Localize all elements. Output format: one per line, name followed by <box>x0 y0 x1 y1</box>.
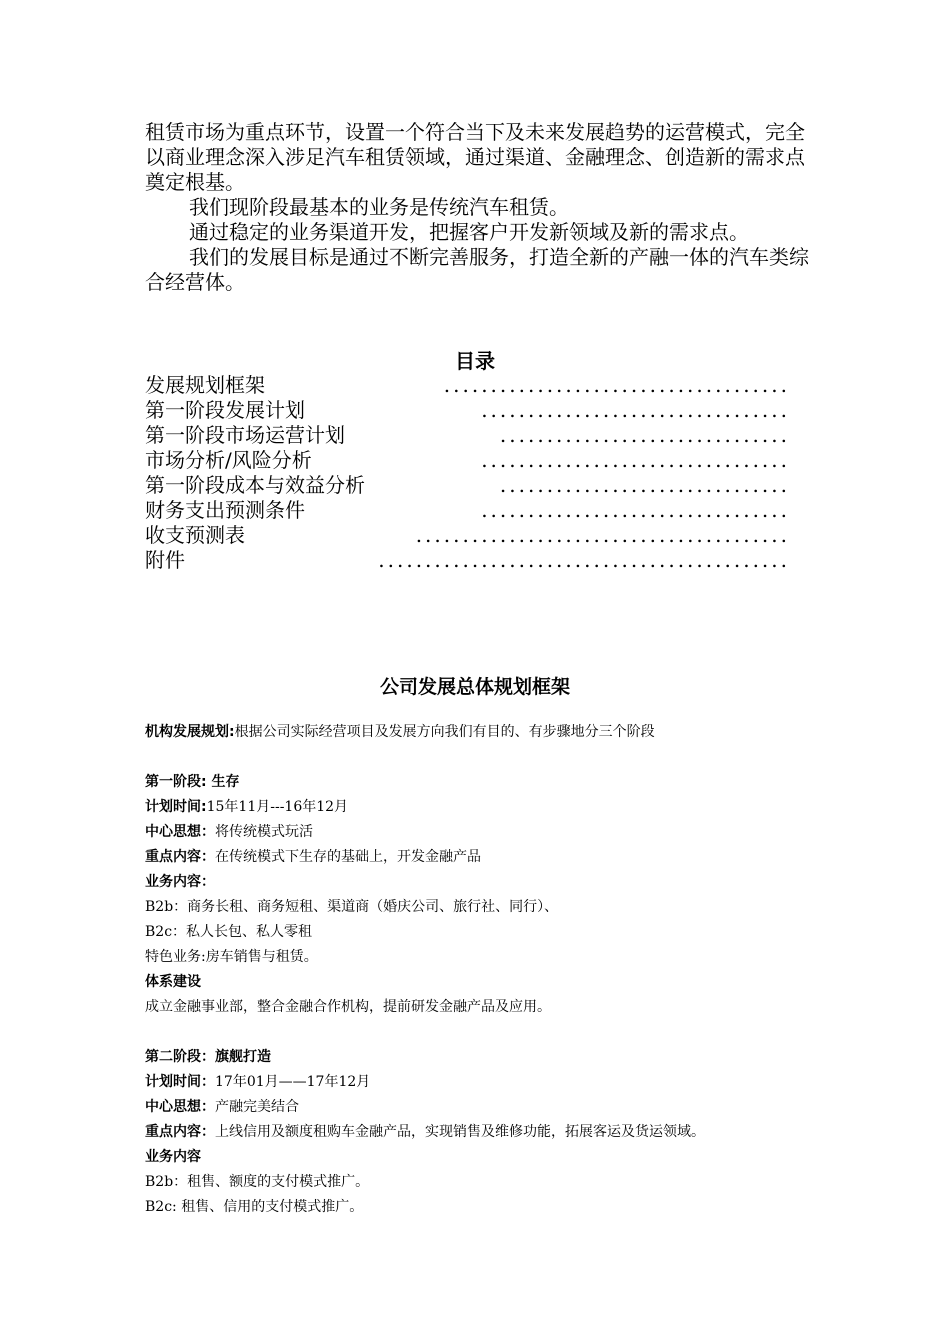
time-value: 17年01月——17年12月 <box>215 1074 371 1090</box>
org-plan-label: 机构发展规划: <box>145 724 235 740</box>
stage1-heading: 第一阶段: 生存 <box>145 774 240 790</box>
stage2-b2b: B2b：租售、额度的支付模式推广。 <box>145 1174 370 1190</box>
toc-entry[interactable] <box>145 523 790 548</box>
toc-entry-label: 收支预测表 <box>145 523 245 547</box>
focus-value: 在传统模式下生存的基础上，开发金融产品 <box>215 849 481 865</box>
toc-leader-dots: ............................... <box>499 473 790 497</box>
intro-paragraph: 租赁市场为重点环节，设置一个符合当下及未来发展趋势的运营模式，完全以商业理念深入涉足汽车租赁领域，通过渠道、金融理念、创造新的需求点奠定根基。 <box>145 120 805 194</box>
focus-label: 重点内容： <box>145 1124 215 1140</box>
org-plan-line <box>145 720 845 745</box>
toc-title: 目录 <box>455 349 495 373</box>
toc-entry[interactable] <box>145 423 790 448</box>
table-of-contents <box>145 373 790 573</box>
spacer <box>145 1020 845 1045</box>
stage2-idea <box>145 1095 845 1120</box>
stage2-b2c: B2c: 租售、信用的支付模式推广。 <box>145 1199 364 1215</box>
focus-label: 重点内容： <box>145 849 215 865</box>
stage2-biz-label: 业务内容 <box>145 1149 201 1165</box>
stage1-time <box>145 795 845 820</box>
stage2-heading: 第二阶段：旗舰打造 <box>145 1049 271 1065</box>
toc-entry[interactable] <box>145 373 790 398</box>
stage2-time <box>145 1070 845 1095</box>
stage1-b2b: B2b：商务长租、商务短租、渠道商（婚庆公司、旅行社、同行）、 <box>145 899 559 915</box>
toc-entry-label: 第一阶段成本与效益分析 <box>145 473 365 497</box>
toc-leader-dots: ................................. <box>481 398 790 422</box>
stage1-system: 成立金融事业部，整合金融合作机构，提前研发金融产品及应用。 <box>145 999 551 1015</box>
framework-body <box>145 720 845 1220</box>
stage1-idea <box>145 820 845 845</box>
toc-entry-label: 市场分析/风险分析 <box>145 448 312 472</box>
toc-entry[interactable] <box>145 398 790 423</box>
toc-entry[interactable] <box>145 498 790 523</box>
time-label: 计划时间: <box>145 799 207 815</box>
toc-leader-dots: ........................................ <box>415 523 790 547</box>
stage1-focus <box>145 845 845 870</box>
intro-section <box>145 120 815 295</box>
toc-entry-label: 第一阶段市场运营计划 <box>145 423 345 447</box>
toc-leader-dots: ............................................ <box>378 548 790 572</box>
spacer <box>145 745 845 770</box>
idea-label: 中心思想： <box>145 824 215 840</box>
intro-paragraph: 我们现阶段最基本的业务是传统汽车租赁。 <box>189 195 569 219</box>
toc-entry[interactable] <box>145 548 790 573</box>
toc-leader-dots: ................................. <box>481 448 790 472</box>
toc-entry[interactable] <box>145 473 790 498</box>
stage1-biz-label: 业务内容： <box>145 874 215 890</box>
org-plan-text: 根据公司实际经营项目及发展方向我们有目的、有步骤地分三个阶段 <box>234 724 655 740</box>
intro-paragraph: 通过稳定的业务渠道开发，把握客户开发新领域及新的需求点。 <box>189 220 749 244</box>
stage1-special: 特色业务:房车销售与租赁。 <box>145 949 318 965</box>
toc-entry[interactable] <box>145 448 790 473</box>
stage1-system-label: 体系建设 <box>145 974 201 990</box>
section-title: 公司发展总体规划框架 <box>379 676 570 698</box>
stage2-focus <box>145 1120 845 1145</box>
toc-leader-dots: ................................. <box>481 498 790 522</box>
toc-leader-dots: ..................................... <box>443 373 790 397</box>
idea-value: 将传统模式玩活 <box>215 824 313 840</box>
stage1-b2c: B2c：私人长包、私人零租 <box>145 924 313 940</box>
idea-label: 中心思想： <box>145 1099 215 1115</box>
time-label: 计划时间： <box>145 1074 215 1090</box>
time-value: 15年11月---16年12月 <box>206 799 349 815</box>
toc-entry-label: 第一阶段发展计划 <box>145 398 305 422</box>
focus-value: 上线信用及额度租购车金融产品，实现销售及维修功能，拓展客运及货运领域。 <box>215 1124 705 1140</box>
toc-entry-label: 发展规划框架 <box>145 373 265 397</box>
toc-entry-label: 附件 <box>145 548 185 572</box>
toc-entry-label: 财务支出预测条件 <box>145 498 305 522</box>
intro-paragraph: 我们的发展目标是通过不断完善服务，打造全新的产融一体的汽车类综合经营体。 <box>145 245 809 294</box>
idea-value: 产融完美结合 <box>215 1099 299 1115</box>
toc-leader-dots: ............................... <box>499 423 790 447</box>
